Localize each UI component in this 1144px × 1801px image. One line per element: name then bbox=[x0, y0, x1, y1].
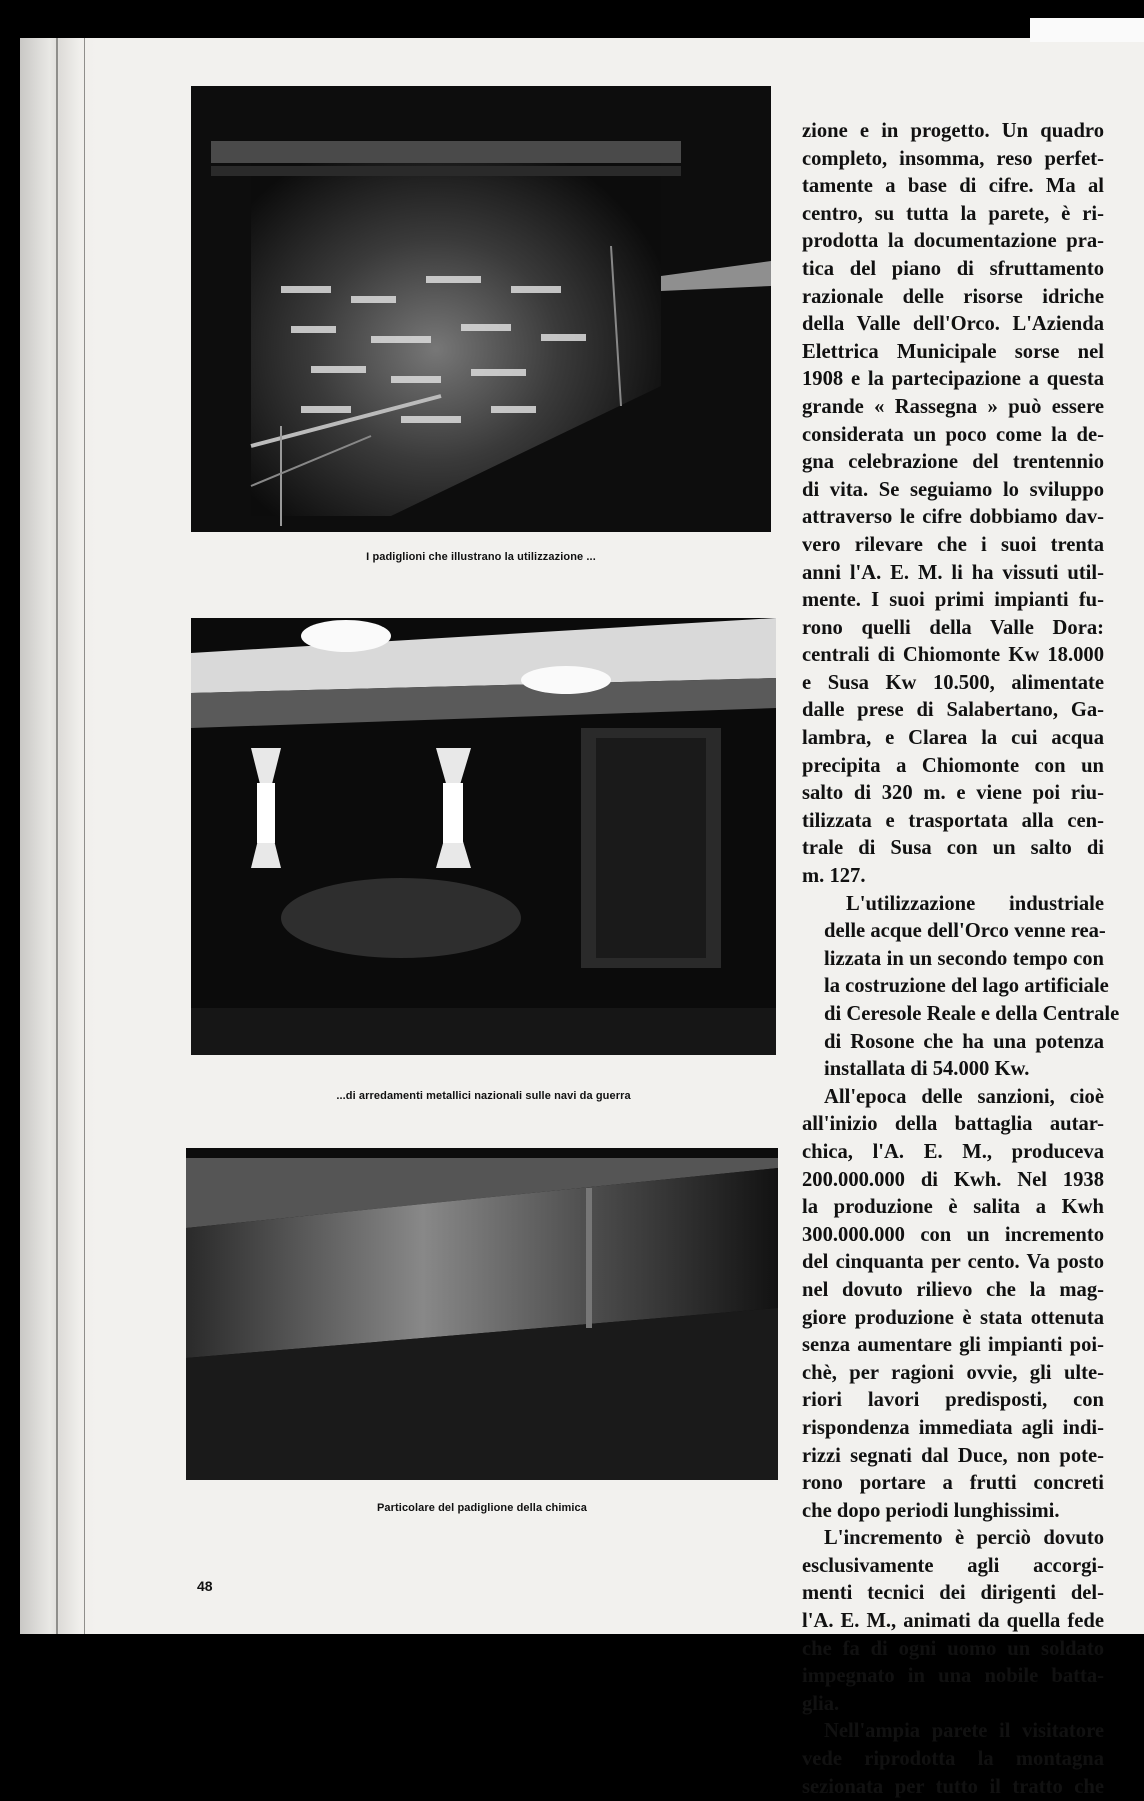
text-line: giore produzione è stata ottenuta bbox=[802, 1306, 1104, 1329]
text-line: delle acque dell'Orco venne rea- bbox=[824, 920, 1106, 943]
text-line: la costruzione del lago artificiale bbox=[824, 975, 1109, 998]
text-line: 300.000.000 con un incremento bbox=[802, 1223, 1104, 1246]
page-corner-tab bbox=[1030, 18, 1144, 42]
text-line: di Ceresole Reale e della Centrale bbox=[824, 1003, 1120, 1025]
text-line: del cinquanta per cento. Va posto bbox=[802, 1251, 1104, 1274]
text-line: di Rosone che ha una potenza bbox=[824, 1030, 1104, 1053]
text-line: L'utilizzazione industriale bbox=[846, 892, 1104, 915]
text-line: esclusivamente agli accorgi- bbox=[802, 1554, 1104, 1577]
text-line: prodotta la documentazione pra- bbox=[802, 230, 1104, 253]
text-line: vero rilevare che i suoi trenta bbox=[802, 533, 1104, 556]
article-paragraph bbox=[802, 1084, 1104, 1526]
magazine-page bbox=[20, 38, 1144, 1798]
text-line: lizzata in un secondo tempo con bbox=[824, 947, 1104, 970]
text-line: dalle prese di Salabertano, Ga- bbox=[802, 699, 1104, 722]
text-line: gna celebrazione del trentennio bbox=[802, 451, 1104, 474]
page-number: 48 bbox=[197, 1578, 213, 1594]
text-line: glia. bbox=[802, 1692, 840, 1715]
article-paragraph bbox=[802, 891, 1120, 1084]
text-line: L'incremento è perciò dovuto bbox=[824, 1527, 1104, 1550]
text-line: Nell'ampia parete il visitatore bbox=[824, 1720, 1104, 1743]
text-line: anni l'A. E. M. li ha vissuti util- bbox=[802, 561, 1104, 584]
text-line: l'A. E. M., animati da quella fede bbox=[802, 1610, 1104, 1633]
photo-pavilions bbox=[191, 86, 771, 532]
text-line: rizzi segnati dal Duce, non pote- bbox=[802, 1444, 1104, 1467]
page-edge-line bbox=[56, 38, 58, 1634]
text-line: che fa di ogni uomo un soldato bbox=[802, 1637, 1104, 1660]
text-line: rono quelli della Valle Dora: bbox=[802, 616, 1104, 639]
text-line: di vita. Se seguiamo lo sviluppo bbox=[802, 478, 1104, 501]
text-line: la produzione è salita a Kwh bbox=[802, 1196, 1104, 1219]
text-line: mente. I suoi primi impianti fu- bbox=[802, 589, 1104, 612]
figure-caption: ...di arredamenti metallici nazionali sulle navi da guerra bbox=[336, 1090, 631, 1102]
text-line: e Susa Kw 10.500, alimentate bbox=[802, 671, 1104, 694]
text-line: m. 127. bbox=[802, 865, 866, 888]
text-line: tica del piano di sfruttamento bbox=[802, 257, 1104, 280]
text-line: grande « Rassegna » può essere bbox=[802, 395, 1104, 418]
text-line: salto di 320 m. e viene poi riu- bbox=[802, 782, 1104, 805]
text-line: razionale delle risorse idriche bbox=[802, 285, 1104, 308]
text-line: completo, insomma, reso perfet- bbox=[802, 147, 1104, 170]
text-line: Elettrica Municipale sorse nel bbox=[802, 340, 1104, 363]
text-line: vede riprodotta la montagna bbox=[802, 1748, 1104, 1771]
text-line: che dopo periodi lunghissimi. bbox=[802, 1499, 1060, 1522]
figure-caption: Particolare del padiglione della chimica bbox=[376, 1502, 587, 1514]
text-line: menti tecnici dei dirigenti del- bbox=[802, 1582, 1104, 1605]
photo-pavilions-image bbox=[191, 86, 771, 532]
page-edge-shadow bbox=[20, 38, 98, 1634]
text-line: zione e in progetto. Un quadro bbox=[802, 120, 1104, 142]
text-line: riori lavori predisposti, con bbox=[802, 1389, 1104, 1412]
figure-caption: I padiglioni che illustrano la utilizzazione ... bbox=[366, 551, 596, 563]
text-line: trale di Susa con un salto di bbox=[802, 837, 1104, 860]
photo-metal-furnishings bbox=[191, 618, 776, 1055]
text-line: lambra, e Clarea la cui acqua bbox=[802, 727, 1104, 750]
text-line: attraverso le cifre dobbiamo dav- bbox=[802, 506, 1104, 529]
article-paragraph bbox=[802, 1718, 1104, 1801]
text-line: sezionata per tutto il tratto che bbox=[802, 1775, 1104, 1798]
text-line: 1908 e la partecipazione a questa bbox=[802, 368, 1104, 391]
text-line: senza aumentare gli impianti poi- bbox=[802, 1334, 1104, 1357]
text-line: tamente a base di cifre. Ma al bbox=[802, 175, 1104, 198]
photo-chemistry-pavilion bbox=[186, 1148, 778, 1480]
article-column bbox=[802, 118, 1120, 1801]
text-line: della Valle dell'Orco. L'Azienda bbox=[802, 313, 1104, 336]
text-line: precipita a Chiomonte con un bbox=[802, 754, 1104, 777]
article-paragraph bbox=[802, 1525, 1104, 1718]
text-line: All'epoca delle sanzioni, cioè bbox=[824, 1085, 1104, 1108]
text-line: tilizzata e trasportata alla cen- bbox=[802, 809, 1104, 832]
text-line: centrali di Chiomonte Kw 18.000 bbox=[802, 644, 1104, 667]
text-line: considerata un poco come la de- bbox=[802, 423, 1104, 446]
text-line: chè, per ragioni ovvie, gli ulte- bbox=[802, 1361, 1104, 1384]
article-paragraph bbox=[802, 118, 1104, 891]
text-line: nel dovuto rilievo che la mag- bbox=[802, 1278, 1104, 1301]
text-line: impegnato in una nobile batta- bbox=[802, 1665, 1104, 1688]
text-line: rono portare a frutti concreti bbox=[802, 1472, 1104, 1495]
photo-metal-furnishings-image bbox=[191, 618, 776, 1055]
text-line: centro, su tutta la parete, è ri- bbox=[802, 202, 1104, 225]
photo-chemistry-pavilion-image bbox=[186, 1148, 778, 1480]
page-edge-line bbox=[84, 38, 85, 1634]
text-line: all'inizio della battaglia autar- bbox=[802, 1113, 1104, 1136]
text-line: chica, l'A. E. M., produceva bbox=[802, 1140, 1104, 1163]
text-line: installata di 54.000 Kw. bbox=[824, 1058, 1030, 1081]
text-line: rispondenza immediata agli indi- bbox=[802, 1416, 1104, 1439]
text-line: 200.000.000 di Kwh. Nel 1938 bbox=[802, 1168, 1104, 1191]
